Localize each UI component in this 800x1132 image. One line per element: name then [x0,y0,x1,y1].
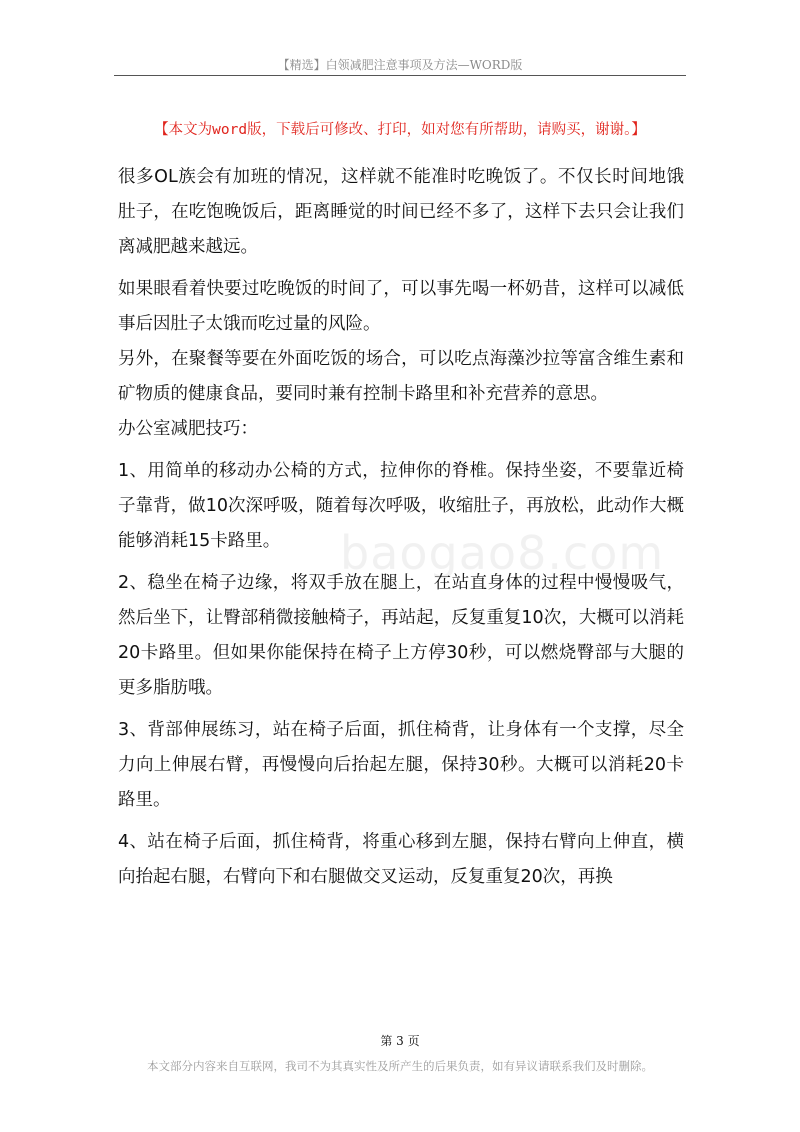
tip-4: 4、站在椅子后面，抓住椅背，将重心移到左腿，保持右臂向上伸直，横向抬起右腿，右臂向下和右腿做交叉运动，反复重复20次，再换 [118,832,684,887]
header-title: 【精选】白领减肥注意事项及方法—WORD版 [277,58,523,72]
document-body [118,160,684,902]
section-heading: 办公室减肥技巧： [118,419,258,439]
tip-1: 1、用简单的移动办公椅的方式，拉伸你的脊椎。保持坐姿，不要靠近椅子靠背，做10次深呼吸，随着每次呼吸，收缩肚子，再放松，此动作大概能够消耗15卡路里。 [118,461,684,551]
page-number: 第 3 页 [380,1034,420,1048]
paragraph-intro: 很多OL族会有加班的情况，这样就不能准时吃晚饭了。不仅长时间地饿肚子，在吃饱晚饭后，距离睡觉的时间已经不多了，这样下去只会让我们离减肥越来越远。 [118,167,684,257]
footer-disclaimer: 本文部分内容来自互联网，我司不为其真实性及所产生的后果负责，如有异议请联系我们及时删除。 [147,1059,653,1073]
download-notice: 【本文为word版，下载后可修改、打印，如对您有所帮助，请购买，谢谢。】 [154,122,646,138]
header-divider [114,75,686,76]
paragraph-milkshake: 如果眼看着快要过吃晚饭的时间了，可以事先喝一杯奶昔，这样可以减低事后因肚子太饿而吃过量的风险。 [118,279,684,334]
tip-3: 3、背部伸展练习，站在椅子后面，抓住椅背，让身体有一个支撑，尽全力向上伸展右臂，再慢慢向后抬起左腿，保持30秒。大概可以消耗20卡路里。 [118,720,684,810]
tip-2: 2、稳坐在椅子边缘，将双手放在腿上，在站直身体的过程中慢慢吸气，然后坐下，让臀部稍微接触椅子，再站起，反复重复10次，大概可以消耗20卡路里。但如果你能保持在椅子上方停30秒，可以燃烧臀部与大腿的更多脂肪哦。 [118,573,684,698]
watermark: baogao8.com [340,526,665,580]
paragraph-dining-out: 另外，在聚餐等要在外面吃饭的场合，可以吃点海藻沙拉等富含维生素和矿物质的健康食品，要同时兼有控制卡路里和补充营养的意思。 [118,349,684,404]
